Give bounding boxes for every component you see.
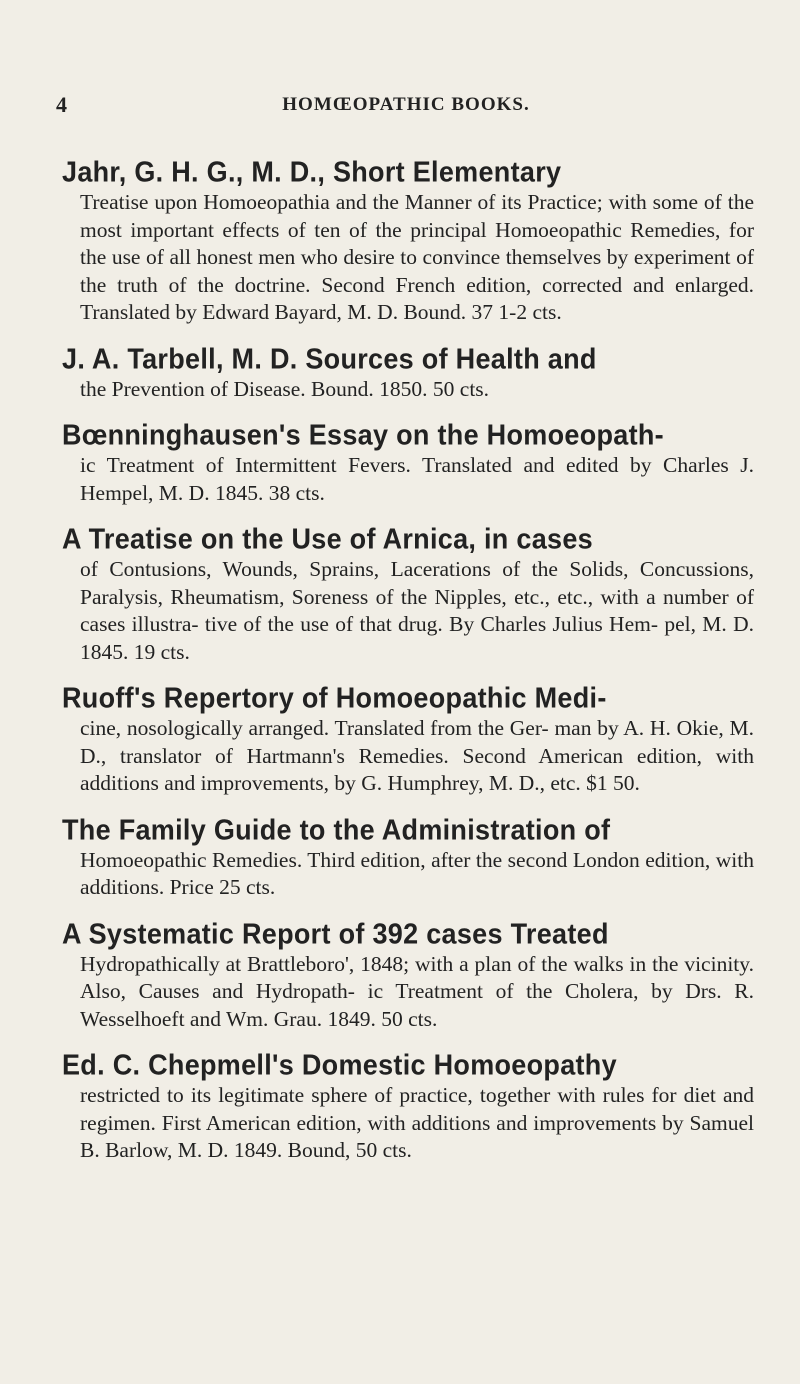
book-description: cine, nosologically arranged. Translated from the Ger- man by A. H. Okie, M. D., translator of Hartmann's Remedies. Second American edition, with additions and improvements, by G. Humphrey, M. D., etc. $1 50.: [80, 716, 754, 795]
book-title: Bœnninghausen's Essay on the Homoeopath-: [62, 419, 664, 451]
book-title: J. A. Tarbell, M. D. Sources of Health and: [62, 342, 597, 375]
book-title: A Systematic Report of 392 cases Treated: [62, 917, 609, 950]
book-description: the Prevention of Disease. Bound. 1850. 50 cts.: [80, 376, 490, 401]
page-header: [56, 92, 756, 122]
book-entry: [64, 1048, 754, 1165]
book-entry: [64, 342, 754, 404]
book-description: ic Treatment of Intermittent Fevers. Translated and edited by Charles J. Hempel, M. D. 1845. 38 cts.: [80, 453, 754, 505]
book-title: Ed. C. Chepmell's Domestic Homoeopathy: [62, 1049, 617, 1081]
book-description: restricted to its legitimate sphere of practice, together with rules for diet and regimen. First American edition, with additions and improvements by Samuel B. Barlow, M. D. 1849. Bound, 50 cts.: [80, 1083, 754, 1162]
book-title: Jahr, G. H. G., M. D., Short Elementary: [62, 156, 562, 188]
book-description: of Contusions, Wounds, Sprains, Lacerations of the Solids, Concussions, Paralysis, Rheumatism, Soreness of the Nipples, etc., etc., with a number of cases illustra- tive of the use of that drug. By Charles Julius Hem- pel, M. D. 1845. 19 cts.: [80, 557, 754, 664]
book-list: [64, 155, 754, 1180]
book-entry: [64, 155, 754, 327]
book-entry: [64, 917, 754, 1034]
book-entry: [64, 813, 754, 902]
book-entry: [64, 418, 754, 507]
book-description: Homoeopathic Remedies. Third edition, after the second London edition, with additions. Price 25 cts.: [80, 847, 754, 899]
book-title: The Family Guide to the Administration of: [62, 813, 611, 846]
book-title: A Treatise on the Use of Arnica, in cases: [62, 523, 593, 555]
book-entry: [64, 522, 754, 666]
running-head: HOMŒOPATHIC BOOKS.: [282, 94, 530, 115]
book-entry: [64, 681, 754, 798]
book-title: Ruoff's Repertory of Homoeopathic Medi-: [62, 682, 607, 714]
book-description: Hydropathically at Brattleboro', 1848; with a plan of the walks in the vicinity. Also, Causes and Hydropath- ic Treatment of the Cholera, by Drs. R. Wesselhoeft and Wm. Grau. 1849. 50 cts.: [80, 951, 754, 1031]
book-description: Treatise upon Homoeopathia and the Manner of its Practice; with some of the most important effects of ten of the principal Homoeopathic Remedies, for the use of all honest men who desire to convince themselves by experiment of the truth of the doctrine. Second French edition, corrected and enlarged. Translated by Edward Bayard, M. D. Bound. 37 1-2 cts.: [80, 190, 754, 324]
page-number: 4: [56, 92, 67, 117]
